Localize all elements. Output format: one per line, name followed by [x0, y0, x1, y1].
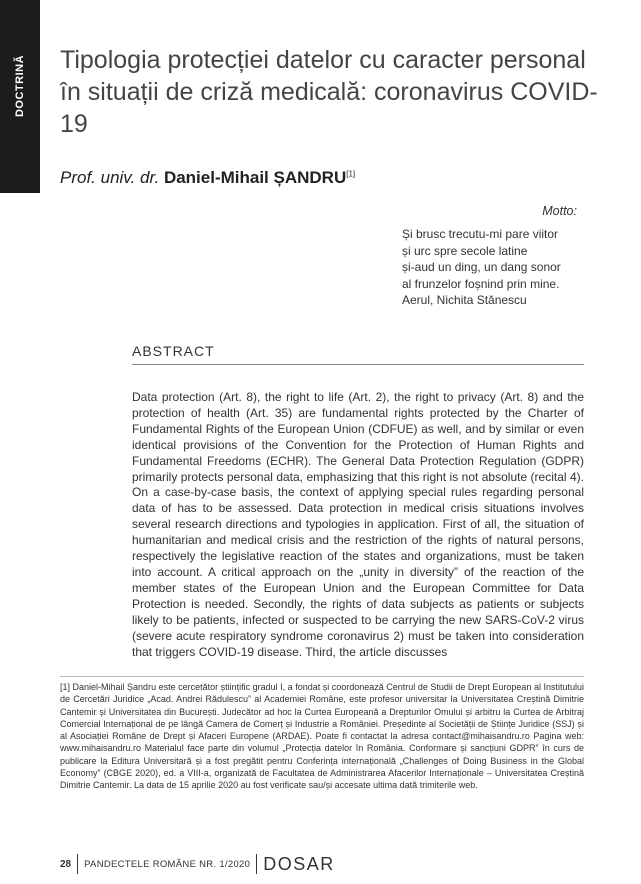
section-tab: [0, 0, 40, 193]
footnote-text: [1] Daniel-Mihail Șandru este cercetător științific gradul I, a fondat și coordonează Centrul de Studii de Drept European al Institutului de Cercetări Juridice „Acad. Andrei Rădulescu” al Academiei Române, este profesor universitar la Universitatea Creștină Dimitrie Cantemir și Universitatea din București. Judecător ad hoc la Curtea Europeană a Drepturilor Omului și arbitru la Curtea de Arbitraj Comercial Internațional de pe lângă Camera de Comerț și Industrie a României. Președinte al Societății de Științe Juridice (SSJ) și al Asociației Române de Drept și Afaceri Europene (ARDAE). Poate fi contactat la adresa contact@mihaisandru.ro Pagina web: www.mihaisandru.ro Materialul face parte din volumul „Protecția datelor în România. Conformare și sancțiuni GDPR” în curs de publicare la Editura Universitară și a fost pregătit pentru Conferința internațională „Challenges of Doing Business in the Global Economy” (CBGE 2020), ed. a VIII-a, organizată de Facultatea de Administrarea Afacerilor Internaționale – Universitatea Creștină Dimitrie Cantemir. La data de 15 aprilie 2020 au fost verificate sau/și accesate ultima dată trimiterile web.: [60, 682, 584, 791]
poem-line: Și brusc trecutu-mi pare viitor: [402, 227, 559, 241]
abstract-divider: [132, 364, 584, 365]
footer-separator: [77, 854, 78, 874]
footer-separator: [256, 854, 257, 874]
poem-line: al frunzelor foșnind prin mine.: [402, 276, 560, 291]
poem-line: și-aud un ding, un dang sonor: [402, 260, 561, 274]
page-footer: [60, 852, 335, 876]
page-number: 28: [60, 858, 72, 870]
motto-poem: [402, 226, 612, 309]
footer-section: DOSAR: [263, 853, 335, 874]
section-tab-label: DOCTRINĂ: [14, 54, 26, 118]
journal-name: PANDECTELE ROMÂNE NR. 1/2020: [84, 858, 251, 870]
author-footnote-ref[interactable]: [1]: [346, 169, 356, 179]
article-title: Tipologia protecției datelor cu caracter personal în situații de criză medicală: coronavirus COVID-19: [60, 46, 598, 138]
author-line: [60, 168, 355, 188]
abstract-heading: ABSTRACT: [132, 343, 215, 359]
poem-attribution: Aerul, Nichita Stănescu: [402, 293, 527, 307]
author-name: Daniel-Mihail ȘANDRU: [163, 168, 347, 187]
footnote-divider: [60, 676, 584, 677]
author-prefix: Prof. univ. dr.: [60, 168, 160, 187]
abstract-text: Data protection (Art. 8), the right to life (Art. 2), the right to privacy (Art. 8) and the protection of health (Art. 35) are fundamental rights protected by the Charter of Fundamental Rights of the European Union (CDFUE) as well, and by similar or even identical provisions of the Convention for the Protection of Human Rights and Fundamental Freedoms (ECHR). The General Data Protection Regulation (GDPR) primarily protects personal data, emphasizing that this right is not absolute (recital 4). On a case-by-case basis, the context of applying special rules regarding personal data of has to be assessed. Data protection in medical crisis situations involves several research directions and typologies in application. First of all, the situation of humanitarian and medical crisis and the restriction of the rights of natural persons, respectively the legislative reaction of the states and organizations, must be taken into account. A critical approach on the „unity in diversity” of the reaction of the member states of the European Union and the European Committee for Data Protection is needed. Secondly, the rights of data subjects as patients or subjects likely to be patients, infected or suspected to be carrying the new SARS-CoV-2 virus (severe acute respiratory syndrome coronavirus 2) must be taken into consideration that triggers COVID-19 disease. Third, the article discusses: [132, 390, 584, 659]
poem-line: și urc spre secole latine: [402, 243, 528, 258]
motto-label: Motto:: [542, 204, 577, 218]
